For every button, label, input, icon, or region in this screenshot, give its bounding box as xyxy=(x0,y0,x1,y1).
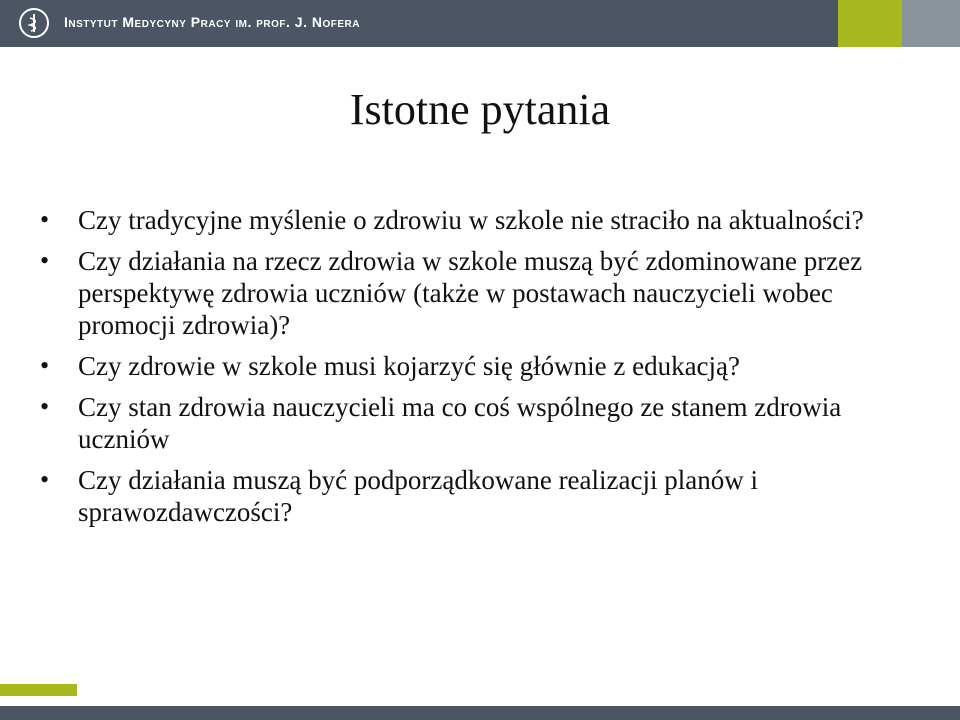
footer-bar xyxy=(0,706,960,720)
header-accent-green xyxy=(838,0,902,47)
bullet-item: • Czy zdrowie w szkole musi kojarzyć się głównie z edukacją? xyxy=(40,350,920,382)
bullet-item: • Czy tradycyjne myślenie o zdrowiu w szkole nie straciło na aktualności? xyxy=(40,204,920,236)
slide-title xyxy=(0,86,960,134)
slide-title-text: Istotne pytania xyxy=(349,85,611,134)
bullet-list xyxy=(40,204,920,537)
bullet-item: • Czy działania muszą być podporządkowane realizacji planów i sprawozdawczości? xyxy=(40,464,920,528)
institute-name: Instytut Medycyny Pracy im. prof. J. Nofera xyxy=(64,14,360,30)
institute-logo-icon xyxy=(18,7,50,39)
footer-accent-green xyxy=(0,684,77,696)
header-accent-gray xyxy=(902,0,960,47)
bullet-item: • Czy stan zdrowia nauczycieli ma co coś wspólnego ze stanem zdrowia uczniów xyxy=(40,391,920,455)
bullet-item: • Czy działania na rzecz zdrowia w szkole muszą być zdominowane przez perspektywę zdrowia uczniów (także w postawach nauczycieli wobec promocji zdrowia)? xyxy=(40,245,920,341)
